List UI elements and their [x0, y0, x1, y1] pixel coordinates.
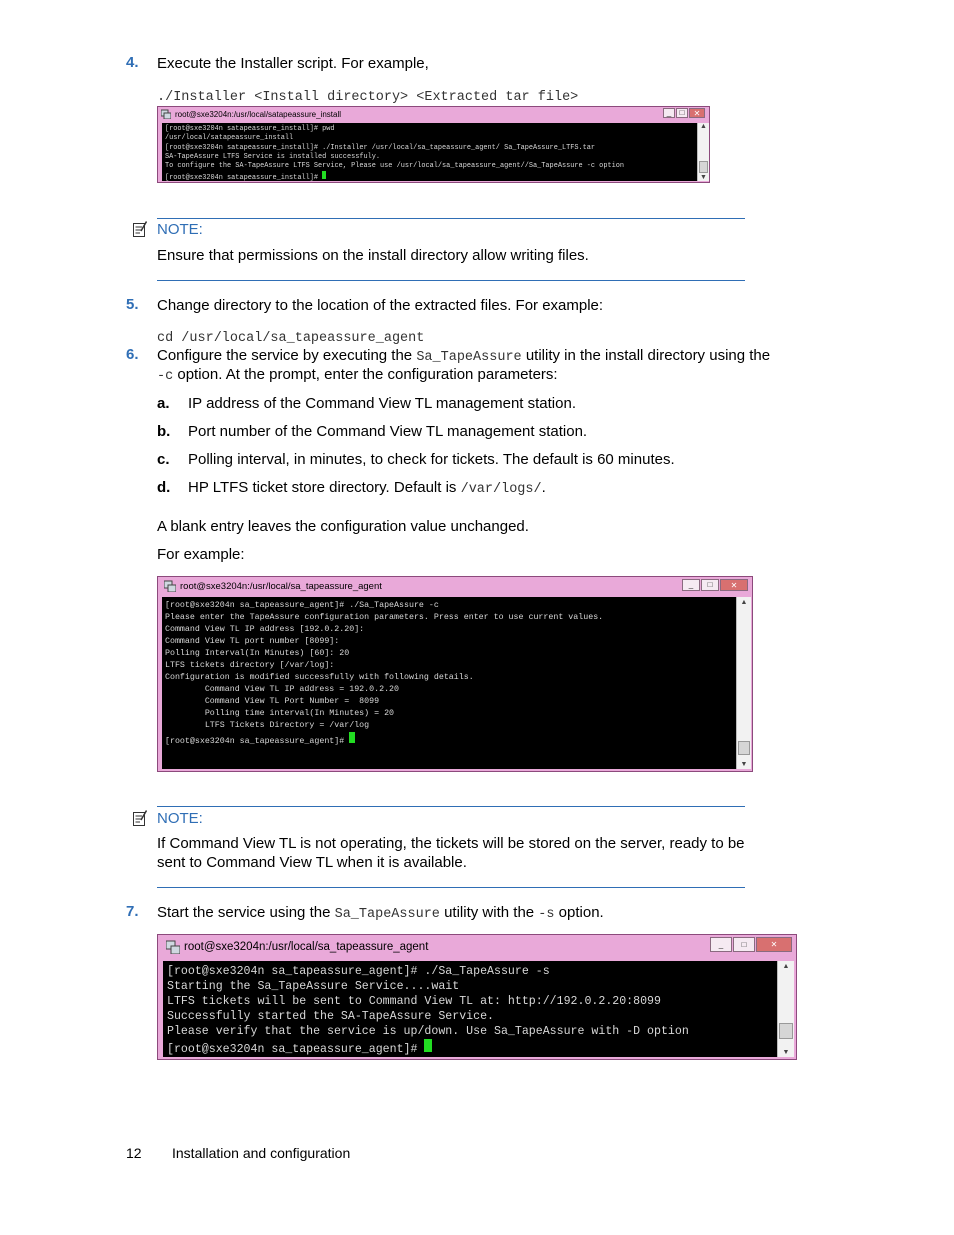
- note-1-text: Ensure that permissions on the install directory allow writing files.: [157, 247, 589, 264]
- page-number: 12: [126, 1145, 142, 1161]
- cursor: [424, 1039, 432, 1052]
- maximize-icon[interactable]: □: [733, 937, 755, 952]
- step-6-text: utility in the install directory using the: [521, 347, 771, 364]
- scroll-up-icon[interactable]: ▲: [740, 599, 748, 606]
- note-icon: [133, 221, 147, 237]
- step-7-text-part: utility with the: [439, 904, 539, 921]
- close-icon[interactable]: ✕: [720, 579, 748, 591]
- subitem-letter: a.: [157, 395, 170, 412]
- inline-code: Sa_TapeAssure: [334, 907, 440, 922]
- terminal-line: Command View TL Port Number = 8099: [165, 697, 380, 706]
- step-6-text: option. At the prompt, enter the configuration parameters:: [173, 366, 558, 383]
- terminal-prompt: [root@sxe3204n satapeassure_install]#: [165, 174, 323, 181]
- terminal-line: Command View TL port number [8099]:: [165, 637, 340, 646]
- terminal-line: To configure the SA-TapeAssure LTFS Service, Please use /usr/local/sa_tapeassure_agent//Sa_TapeAssure -c option: [165, 162, 624, 171]
- step-6-line-1: [157, 346, 770, 367]
- terminal-line: [root@sxe3204n sa_tapeassure_agent]# ./Sa_TapeAssure -s: [167, 965, 550, 978]
- for-example-text: For example:: [157, 546, 245, 563]
- step-6-number: 6.: [126, 346, 139, 363]
- subitem-text: IP address of the Command View TL management station.: [188, 395, 576, 412]
- note-1-bottom-rule: [157, 280, 745, 281]
- terminal-line: Please enter the TapeAssure configuration parameters. Press enter to use current values.: [165, 613, 604, 622]
- step-7-text-part: Start the service using the: [157, 904, 335, 921]
- note-2-bottom-rule: [157, 887, 745, 888]
- note-2-text-line-1: If Command View TL is not operating, the tickets will be stored on the server, ready to be: [157, 835, 745, 852]
- subitem-text: Polling interval, in minutes, to check for tickets. The default is 60 minutes.: [188, 451, 675, 468]
- footer-section-title: Installation and configuration: [172, 1145, 351, 1161]
- window-controls: [681, 579, 748, 591]
- terminal-screen[interactable]: [162, 123, 697, 181]
- putty-icon: [166, 940, 180, 954]
- minimize-icon[interactable]: _: [663, 108, 675, 118]
- subitem-text: Port number of the Command View TL management station.: [188, 423, 588, 440]
- step-7-text: [157, 903, 604, 924]
- terminal-line: LTFS tickets will be sent to Command View TL at: http://192.0.2.20:8099: [167, 995, 661, 1008]
- step-6-text: Configure the service by executing the: [157, 347, 417, 364]
- scrollbar[interactable]: [697, 123, 709, 181]
- scroll-up-icon[interactable]: ▲: [782, 963, 790, 970]
- terminal-line: SA-TapeAssure LTFS Service is installed successfuly.: [165, 152, 381, 161]
- inline-code: -s: [538, 907, 555, 922]
- step-5-number: 5.: [126, 296, 139, 313]
- note-2-text-line-2: sent to Command View TL when it is available.: [157, 854, 467, 871]
- step-7-number: 7.: [126, 903, 139, 920]
- terminal-line: Starting the Sa_TapeAssure Service....wait: [167, 980, 460, 993]
- terminal-screen[interactable]: [162, 597, 736, 769]
- step-4-text: Execute the Installer script. For example,: [157, 55, 429, 72]
- terminal-line: [root@sxe3204n satapeassure_install]# pwd: [165, 125, 335, 133]
- minimize-icon[interactable]: _: [710, 937, 732, 952]
- note-2-label: NOTE:: [157, 810, 203, 827]
- terminal-prompt: [root@sxe3204n sa_tapeassure_agent]#: [167, 1043, 425, 1056]
- terminal-line: Please verify that the service is up/down. Use Sa_TapeAssure with -D option: [167, 1025, 689, 1038]
- maximize-icon[interactable]: □: [676, 108, 688, 118]
- inline-code: -c: [157, 369, 174, 384]
- step-4-command: ./Installer <Install directory> <Extracted tar file>: [157, 90, 579, 105]
- window-controls: [709, 937, 792, 952]
- note-2-top-rule: [157, 806, 745, 807]
- scrollbar[interactable]: [736, 597, 751, 769]
- terminal-line: Configuration is modified successfully with following details.: [165, 673, 474, 682]
- scroll-down-icon[interactable]: ▼: [740, 761, 748, 768]
- window-controls: [662, 108, 705, 118]
- terminal-title: root@sxe3204n:/usr/local/satapeassure_install: [175, 109, 341, 119]
- installer-terminal-window: [157, 106, 710, 183]
- minimize-icon[interactable]: _: [682, 579, 700, 591]
- terminal-line: /usr/local/satapeassure_install: [165, 134, 294, 143]
- terminal-prompt: [root@sxe3204n sa_tapeassure_agent]#: [165, 737, 350, 746]
- close-icon[interactable]: ✕: [756, 937, 792, 952]
- terminal-title: root@sxe3204n:/usr/local/sa_tapeassure_agent: [184, 941, 429, 953]
- start-service-terminal-window: [157, 934, 797, 1060]
- scroll-thumb[interactable]: [779, 1023, 793, 1039]
- step-5-text: Change directory to the location of the extracted files. For example:: [157, 297, 604, 314]
- subitem-text-part: HP LTFS ticket store directory. Default is: [188, 479, 461, 496]
- step-5-command: cd /usr/local/sa_tapeassure_agent: [157, 331, 425, 346]
- cursor: [349, 732, 355, 743]
- scroll-thumb[interactable]: [699, 161, 708, 173]
- terminal-line: Command View TL IP address [192.0.2.20]:: [165, 625, 365, 634]
- putty-icon: [161, 109, 171, 119]
- terminal-line: Polling Interval(In Minutes) [60]: 20: [165, 649, 350, 658]
- subitem-letter: b.: [157, 423, 171, 440]
- subitem-text: [188, 479, 546, 497]
- close-icon[interactable]: ✕: [689, 108, 705, 118]
- step-4-number: 4.: [126, 54, 139, 71]
- terminal-line: LTFS Tickets Directory = /var/log: [165, 721, 370, 730]
- subitem-text-part: .: [541, 479, 546, 496]
- step-7-text-part: option.: [554, 904, 604, 921]
- scroll-down-icon[interactable]: ▼: [782, 1049, 790, 1056]
- note-icon: [133, 810, 147, 826]
- scroll-down-icon[interactable]: ▼: [700, 174, 707, 181]
- terminal-line: [root@sxe3204n sa_tapeassure_agent]# ./Sa_TapeAssure -c: [165, 601, 439, 610]
- terminal-line: LTFS tickets directory [/var/log]:: [165, 661, 335, 670]
- terminal-line: Command View TL IP address = 192.0.2.20: [165, 685, 400, 694]
- terminal-line: [root@sxe3204n satapeassure_install]# ./Installer /usr/local/sa_tapeassure_agent/ Sa_TapeAssure_LTFS.tar: [165, 143, 596, 152]
- putty-icon: [164, 580, 176, 592]
- scrollbar[interactable]: [777, 961, 794, 1057]
- terminal-title: root@sxe3204n:/usr/local/sa_tapeassure_agent: [180, 580, 382, 592]
- subitem-letter: d.: [157, 479, 171, 496]
- blank-entry-text: A blank entry leaves the configuration value unchanged.: [157, 518, 529, 535]
- scroll-thumb[interactable]: [738, 741, 750, 755]
- terminal-line: Polling time interval(In Minutes) = 20: [165, 709, 395, 718]
- note-1-label: NOTE:: [157, 221, 203, 238]
- configure-terminal-window: [157, 576, 753, 772]
- maximize-icon[interactable]: □: [701, 579, 719, 591]
- cursor: [322, 171, 326, 179]
- terminal-screen[interactable]: [163, 961, 777, 1057]
- inline-code: /var/logs/: [460, 482, 542, 497]
- note-1-top-rule: [157, 218, 745, 219]
- terminal-line: Successfully started the SA-TapeAssure Service.: [167, 1010, 494, 1023]
- inline-code: Sa_TapeAssure: [416, 350, 522, 365]
- subitem-letter: c.: [157, 451, 170, 468]
- step-6-line-2: [157, 365, 558, 386]
- scroll-up-icon[interactable]: ▲: [700, 123, 707, 130]
